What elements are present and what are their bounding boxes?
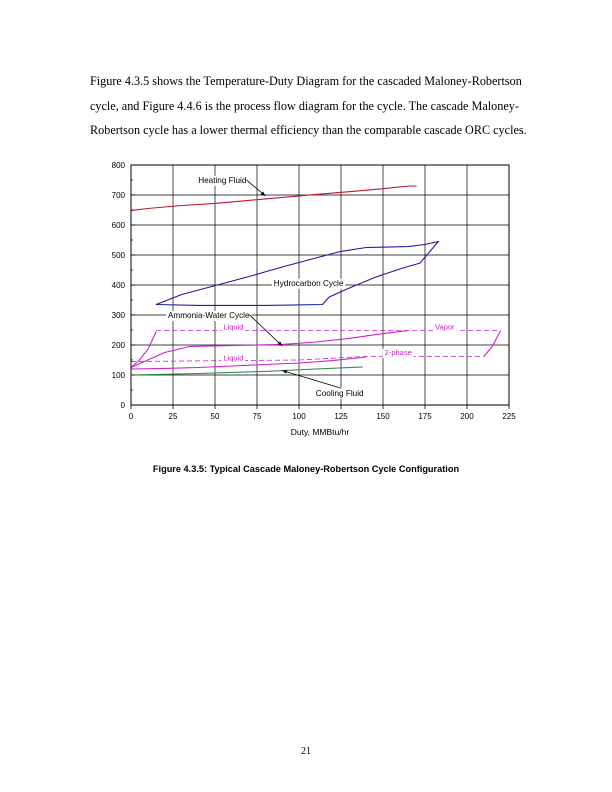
- x-tick-label: 100: [292, 412, 306, 421]
- y-tick-label: 800: [111, 161, 125, 170]
- y-tick-label: 400: [111, 281, 125, 290]
- annotation-label: Cooling Fluid: [315, 389, 364, 398]
- annotation-label: Hydrocarbon Cycle: [273, 278, 344, 288]
- annotation-arrow: [282, 371, 339, 388]
- y-tick-label: 300: [111, 311, 125, 320]
- annotation-label: Vapor: [435, 322, 455, 332]
- y-tick-label: 700: [111, 191, 125, 200]
- annotation-label: Liquid: [223, 322, 244, 332]
- y-tick-label: 500: [111, 251, 125, 260]
- x-tick-label: 150: [376, 412, 390, 421]
- series-line: [484, 331, 501, 357]
- x-axis-label: Duty, MMBtu/hr: [290, 427, 350, 437]
- series-line: [131, 186, 417, 211]
- x-tick-label: 200: [460, 412, 474, 421]
- annotation-label: Ammonia-Water Cycle: [167, 311, 250, 320]
- x-tick-label: 125: [334, 412, 348, 421]
- y-tick-label: 200: [111, 341, 125, 350]
- x-tick-label: 225: [502, 412, 516, 421]
- annotation-label: Liquid: [223, 353, 244, 363]
- x-tick-label: 50: [210, 412, 220, 421]
- figure-caption: Figure 4.3.5: Typical Cascade Maloney-Robertson Cycle Configuration: [152, 464, 460, 474]
- annotation-label: 2-phase: [384, 348, 412, 358]
- chart-ticks: [112, 161, 517, 421]
- y-tick-label: 600: [111, 221, 125, 230]
- annotation-label: Heating Fluid: [198, 176, 247, 185]
- series-line: [156, 242, 438, 306]
- y-tick-label: 100: [111, 371, 125, 380]
- x-tick-label: 75: [252, 412, 262, 421]
- x-tick-label: 0: [128, 412, 134, 421]
- x-tick-label: 25: [168, 412, 178, 421]
- y-tick-label: 0: [120, 401, 125, 410]
- series-line: [131, 331, 408, 368]
- x-tick-label: 175: [418, 412, 432, 421]
- annotation-arrowhead: [282, 370, 287, 374]
- series-line: [131, 357, 366, 369]
- page-number: 21: [301, 746, 311, 757]
- body-paragraph: Figure 4.3.5 shows the Temperature-Duty Diagram for the cascaded Maloney-Robertson cycle, and Figure 4.4.6 is the process flow diagram for the cycle. The cascade Maloney-Robertson cycle has a lower thermal efficiency than the comparable cascade ORC cycles.: [90, 74, 527, 137]
